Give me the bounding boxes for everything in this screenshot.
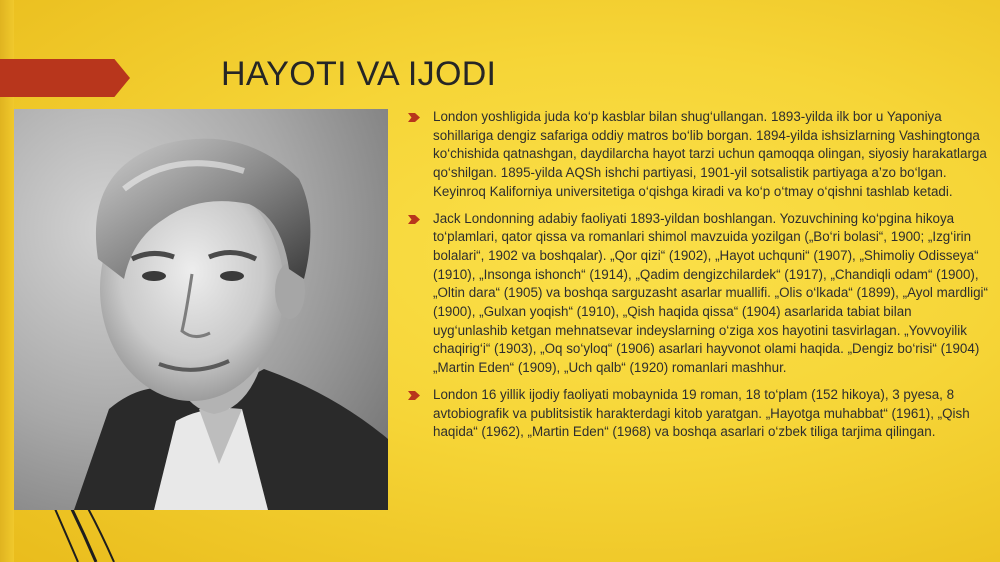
title-accent-arrow xyxy=(0,59,130,97)
content-list xyxy=(407,108,989,450)
portrait-illustration xyxy=(14,109,388,510)
arrow-bullet-icon xyxy=(408,391,420,400)
arrow-bullet-icon xyxy=(408,215,420,224)
arrow-bullet-icon xyxy=(408,113,420,122)
list-item xyxy=(407,210,989,378)
paragraph-text: London 16 yillik ijodiy faoliyati mobaynida 19 roman, 18 to‘plam (152 hikoya), 3 pyesa, 8 avtobiografik va publitsistik harakterdagi kitob yaratgan. „Hayotga muhabbat“ (1961), „Qish haqida“ (1962), „Martin Eden“ (1968) va boshqa asarlari o‘zbek tiliga tarjima qilingan. xyxy=(433,386,970,440)
list-item xyxy=(407,108,989,202)
portrait-image xyxy=(14,109,388,510)
paragraph-text: Jack Londonning adabiy faoliyati 1893-yildan boshlangan. Yozuvchining ko‘pgina hikoya to‘plamlari, qator qissa va romanlari shimol mavzuida yozilgan („Bo‘ri bolasi“, 1900; „Izg‘irin bolalari“, 1902 va boshqalar). „Qor qizi“ (1902), „Hayot uchquni“ (1907), „Shimoliy Odisseya“ (1910), „Insonga ishonch“ (1914), „Qadim dengizchilardek“ (1917), „Chandiqli odam“ (1900), „Oltin dara“ (1905) va boshqa sarguzasht asarlar muallifi. „Olis o‘lkada“ (1899), „Ayol mardligi“ (1900), „Gulxan yoqish“ (1910), „Qish haqida qissa“ (1904) asarlarida tabiat bilan uyg‘unlashib ketgan mehnatsevar indeyslarning o‘ziga xos hayotini tasvirlagan. „Yovvoyilik chaqirig‘i“ (1903), „Oq so‘yloq“ (1906) asarlari hayvonot olami haqida. „Dengiz bo‘risi“ (1904) „Martin Eden“ (1909), „Uch qalb“ (1920) romanlari mashhur. xyxy=(433,210,988,376)
paragraph-text: London yoshligida juda ko‘p kasblar bilan shug‘ullangan. 1893-yilda ilk bor u Yaponiya sohillariga dengiz safariga oddiy matros bo‘lib borgan. 1894-yilda ishsizlarning Vashingtonga ko‘chishida qatnashgan, daydilarcha hayot tarzi uchun qamoqqa olingan, siyosiy harakatlarga qo‘shilgan. 1895-yilda AQSh ishchi partiyasi, 1901-yil sotsalistik partiyaga a’zo bo‘lgan. Keyinroq Kaliforniya universitetiga o‘qishga kiradi va ko‘p o‘tmay o‘qishni tashlab ketadi. xyxy=(433,109,987,199)
list-item xyxy=(407,386,989,442)
slide-title: HAYOTI VA IJODI xyxy=(221,55,497,93)
